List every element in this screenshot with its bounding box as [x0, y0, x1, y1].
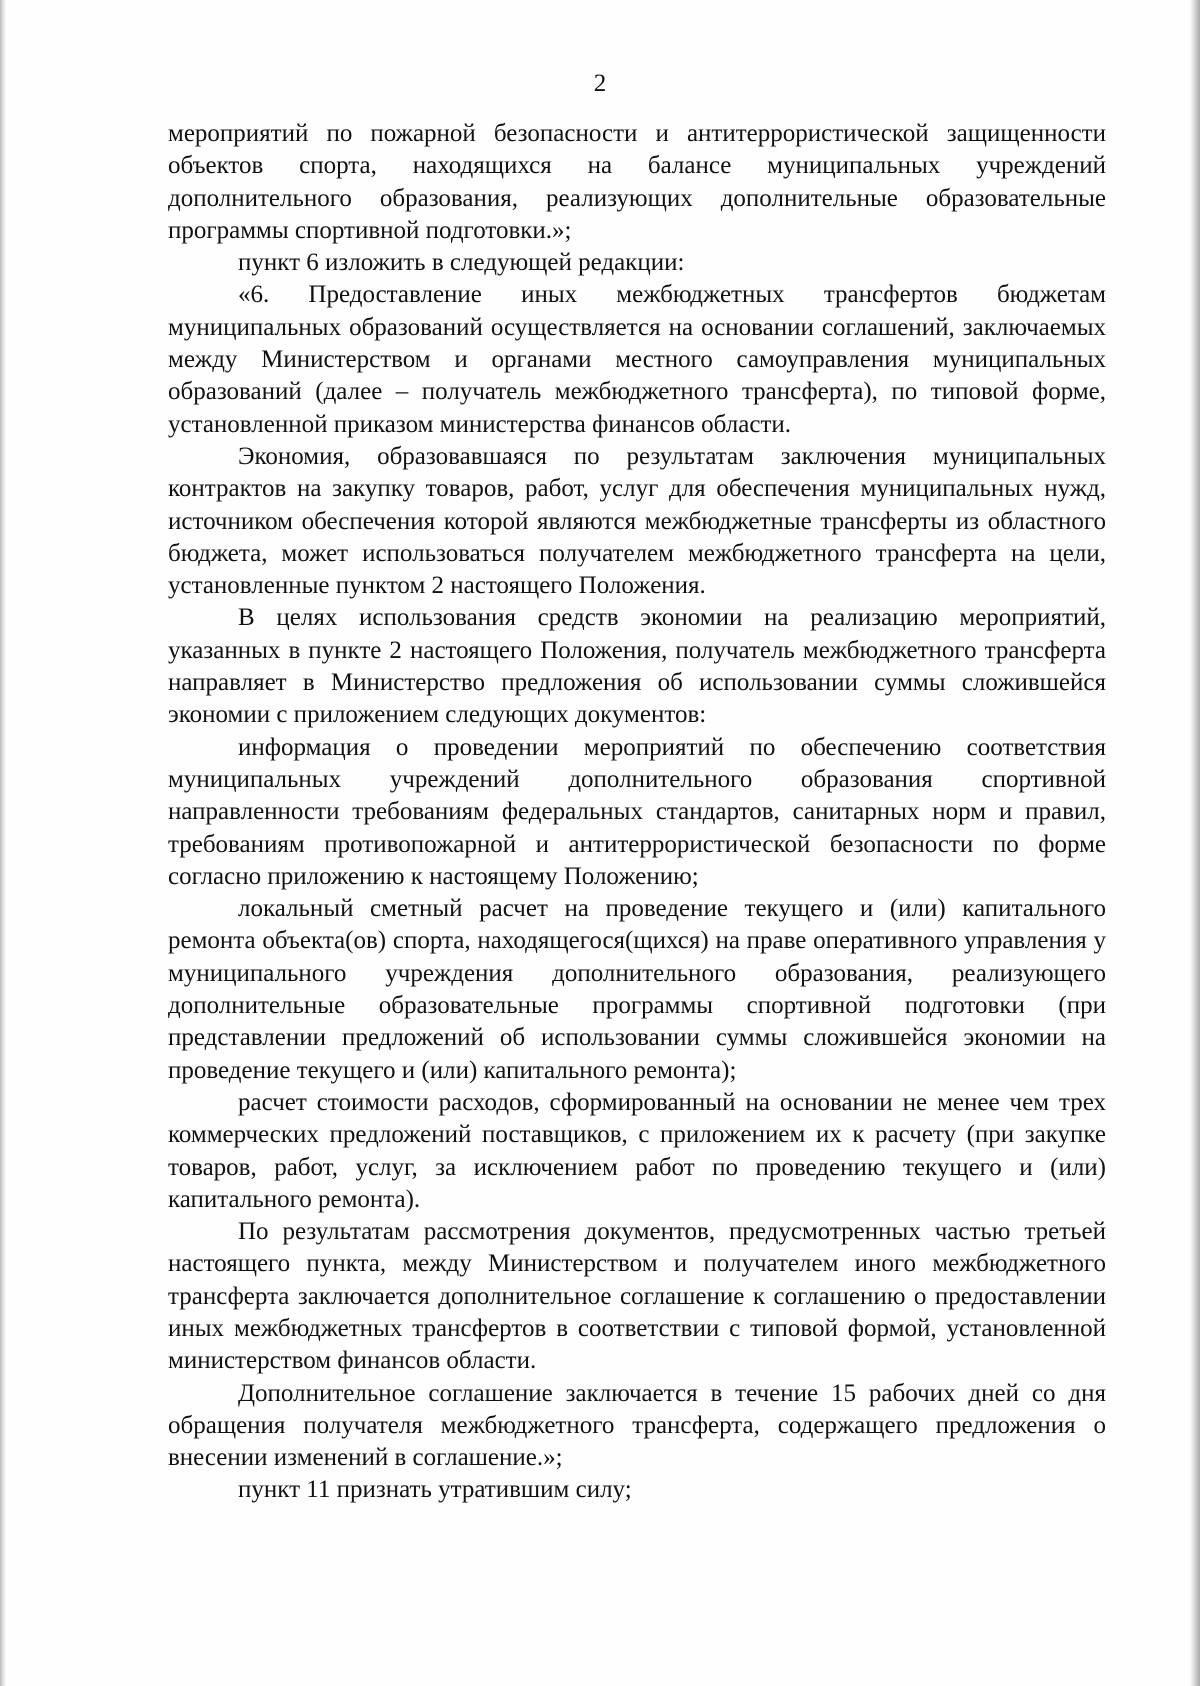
- scan-edge-right: [1190, 0, 1200, 1686]
- paragraph-4: Экономия, образовавшаяся по результатам заключения муниципальных контрактов на закупку товаров, работ, услуг для обеспечения муниципальных нужд, источником обеспечения которой являются межбюджетные трансферты из областного бюджета, может использоваться получателем межбюджетного трансферта на цели, установленные пунктом 2 настоящего Положения.: [168, 442, 1106, 600]
- page-number: 2: [593, 70, 607, 97]
- paragraph-7: локальный сметный расчет на проведение текущего и (или) капитального ремонта объекта(ов) спорта, находящегося(щихся) на праве оперативного управления у муниципального учреждения дополнительного образования, реализующего дополнительные образовательные программы спортивной подготовки (при представлении предложений об использовании суммы сложившейся экономии на проведение текущего и (или) капитального ремонта);: [168, 895, 1106, 1084]
- paragraph-10: Дополнительное соглашение заключается в течение 15 рабочих дней со дня обращения получателя межбюджетного трансферта, содержащего предложения о внесении изменений в соглашение.»;: [168, 1379, 1106, 1472]
- paragraph-11: пункт 11 признать утратившим силу;: [238, 1476, 632, 1504]
- scan-edge-left: [0, 0, 6, 1686]
- paragraph-3: «6. Предоставление иных межбюджетных трансфертов бюджетам муниципальных образований осуществляется на основании соглашений, заключаемых между Министерством и органами местного самоуправления муниципальных образований (далее – получатель межбюджетного трансферта), по типовой форме, установленной приказом министерства финансов области.: [168, 281, 1106, 438]
- document-body: [168, 118, 1106, 1507]
- paragraph-8: расчет стоимости расходов, сформированный на основании не менее чем трех коммерческих предложений поставщиков, с приложением их к расчету (при закупке товаров, работ, услуг, за исключением работ по проведению текущего и (или) капитального ремонта).: [168, 1088, 1106, 1213]
- paragraph-2: пункт 6 изложить в следующей редакции:: [238, 249, 685, 277]
- paragraph-6: информация о проведении мероприятий по обеспечению соответствия муниципальных учреждений дополнительного образования спортивной направленности требованиям федеральных стандартов, санитарных норм и правил, требованиям противопожарной и антитеррористической безопасности по форме согласно приложению к настоящему Положению;: [168, 733, 1106, 890]
- paragraph-5: В целях использования средств экономии на реализацию мероприятий, указанных в пункте 2 настоящего Положения, получатель межбюджетного трансферта направляет в Министерство предложения об использовании суммы сложившейся экономии с приложением следующих документов:: [168, 604, 1106, 729]
- paragraph-1: мероприятий по пожарной безопасности и антитеррористической защищенности объектов спорта, находящихся на балансе муниципальных учреждений дополнительного образования, реализующих дополнительные образовательные программы спортивной подготовки.»;: [168, 120, 1106, 244]
- paragraph-9: По результатам рассмотрения документов, предусмотренных частью третьей настоящего пункта, между Министерством и получателем иного межбюджетного трансферта заключается дополнительное соглашение к соглашению о предоставлении иных межбюджетных трансфертов в соответствии с типовой формой, установленной министерством финансов области.: [168, 1218, 1106, 1375]
